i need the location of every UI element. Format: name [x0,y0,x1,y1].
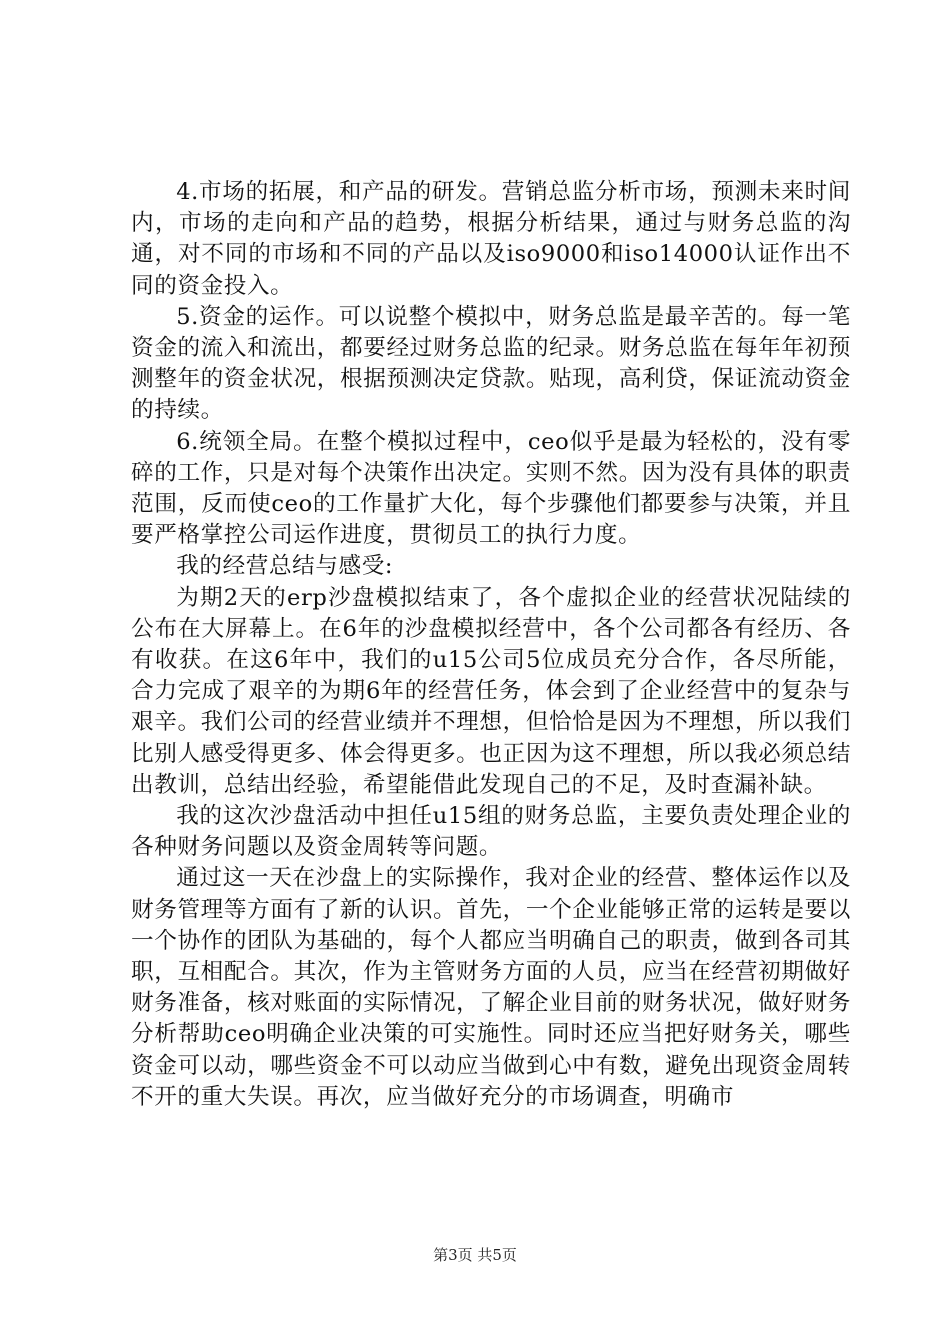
document-body [131,177,851,1113]
page-number-footer: 第3页 共5页 [433,1246,517,1264]
paragraph-capital-operation: 5.资金的运作。可以说整个模拟中，财务总监是最辛苦的。每一笔资金的流入和流出，都要经过财务总监的纪录。财务总监在每年年初预测整年的资金状况，根据预测决定贷款。贴现，高利贷，保证流动资金的持续。 [131,303,851,424]
paragraph-role-description: 我的这次沙盘活动中担任u15组的财务总监，主要负责处理企业的各种财务问题以及资金周转等问题。 [131,803,851,861]
paragraph-simulation-summary: 为期2天的erp沙盘模拟结束了，各个虚拟企业的经营状况陆续的公布在大屏幕上。在6年的沙盘模拟经营中，各个公司都各有经历、各有收获。在这6年中，我们的u15公司5位成员充分合作，各尽所能，合力完成了艰辛的为期6年的经营任务，体会到了企业经营中的复杂与艰辛。我们公司的经营业绩并不理想，但恰恰是因为不理想，所以我们比别人感受得更多、体会得更多。也正因为这不理想，所以我必须总结出教训，总结出经验，希望能借此发现自己的不足，及时查漏补缺。 [131,584,851,798]
section-heading-summary: 我的经营总结与感受: [176,553,394,580]
paragraph-reflections: 通过这一天在沙盘上的实际操作，我对企业的经营、整体运作以及财务管理等方面有了新的认识。首先，一个企业能够正常的运转是要以一个协作的团队为基础的，每个人都应当明确自己的职责，做到各司其职，互相配合。其次，作为主管财务方面的人员，应当在经营初期做好财务准备，核对账面的实际情况，了解企业目前的财务状况，做好财务分析帮助ceo明确企业决策的可实施性。同时还应当把好财务关，哪些资金可以动，哪些资金不可以动应当做到心中有数，避免出现资金周转不开的重大失误。再次，应当做好充分的市场调查，明确市 [131,865,851,1110]
paragraph-overall-leadership: 6.统领全局。在整个模拟过程中，ceo似乎是最为轻松的，没有零碎的工作，只是对每个决策作出决定。实则不然。因为没有具体的职责范围，反而使ceo的工作量扩大化，每个步骤他们都要参与决策，并且要严格掌控公司运作进度，贯彻员工的执行力度。 [131,428,851,549]
paragraph-market-expansion: 4.市场的拓展，和产品的研发。营销总监分析市场，预测未来时间内，市场的走向和产品的趋势，根据分析结果，通过与财务总监的沟通，对不同的市场和不同的产品以及iso9000和iso14000认证作出不同的资金投入。 [131,179,851,299]
